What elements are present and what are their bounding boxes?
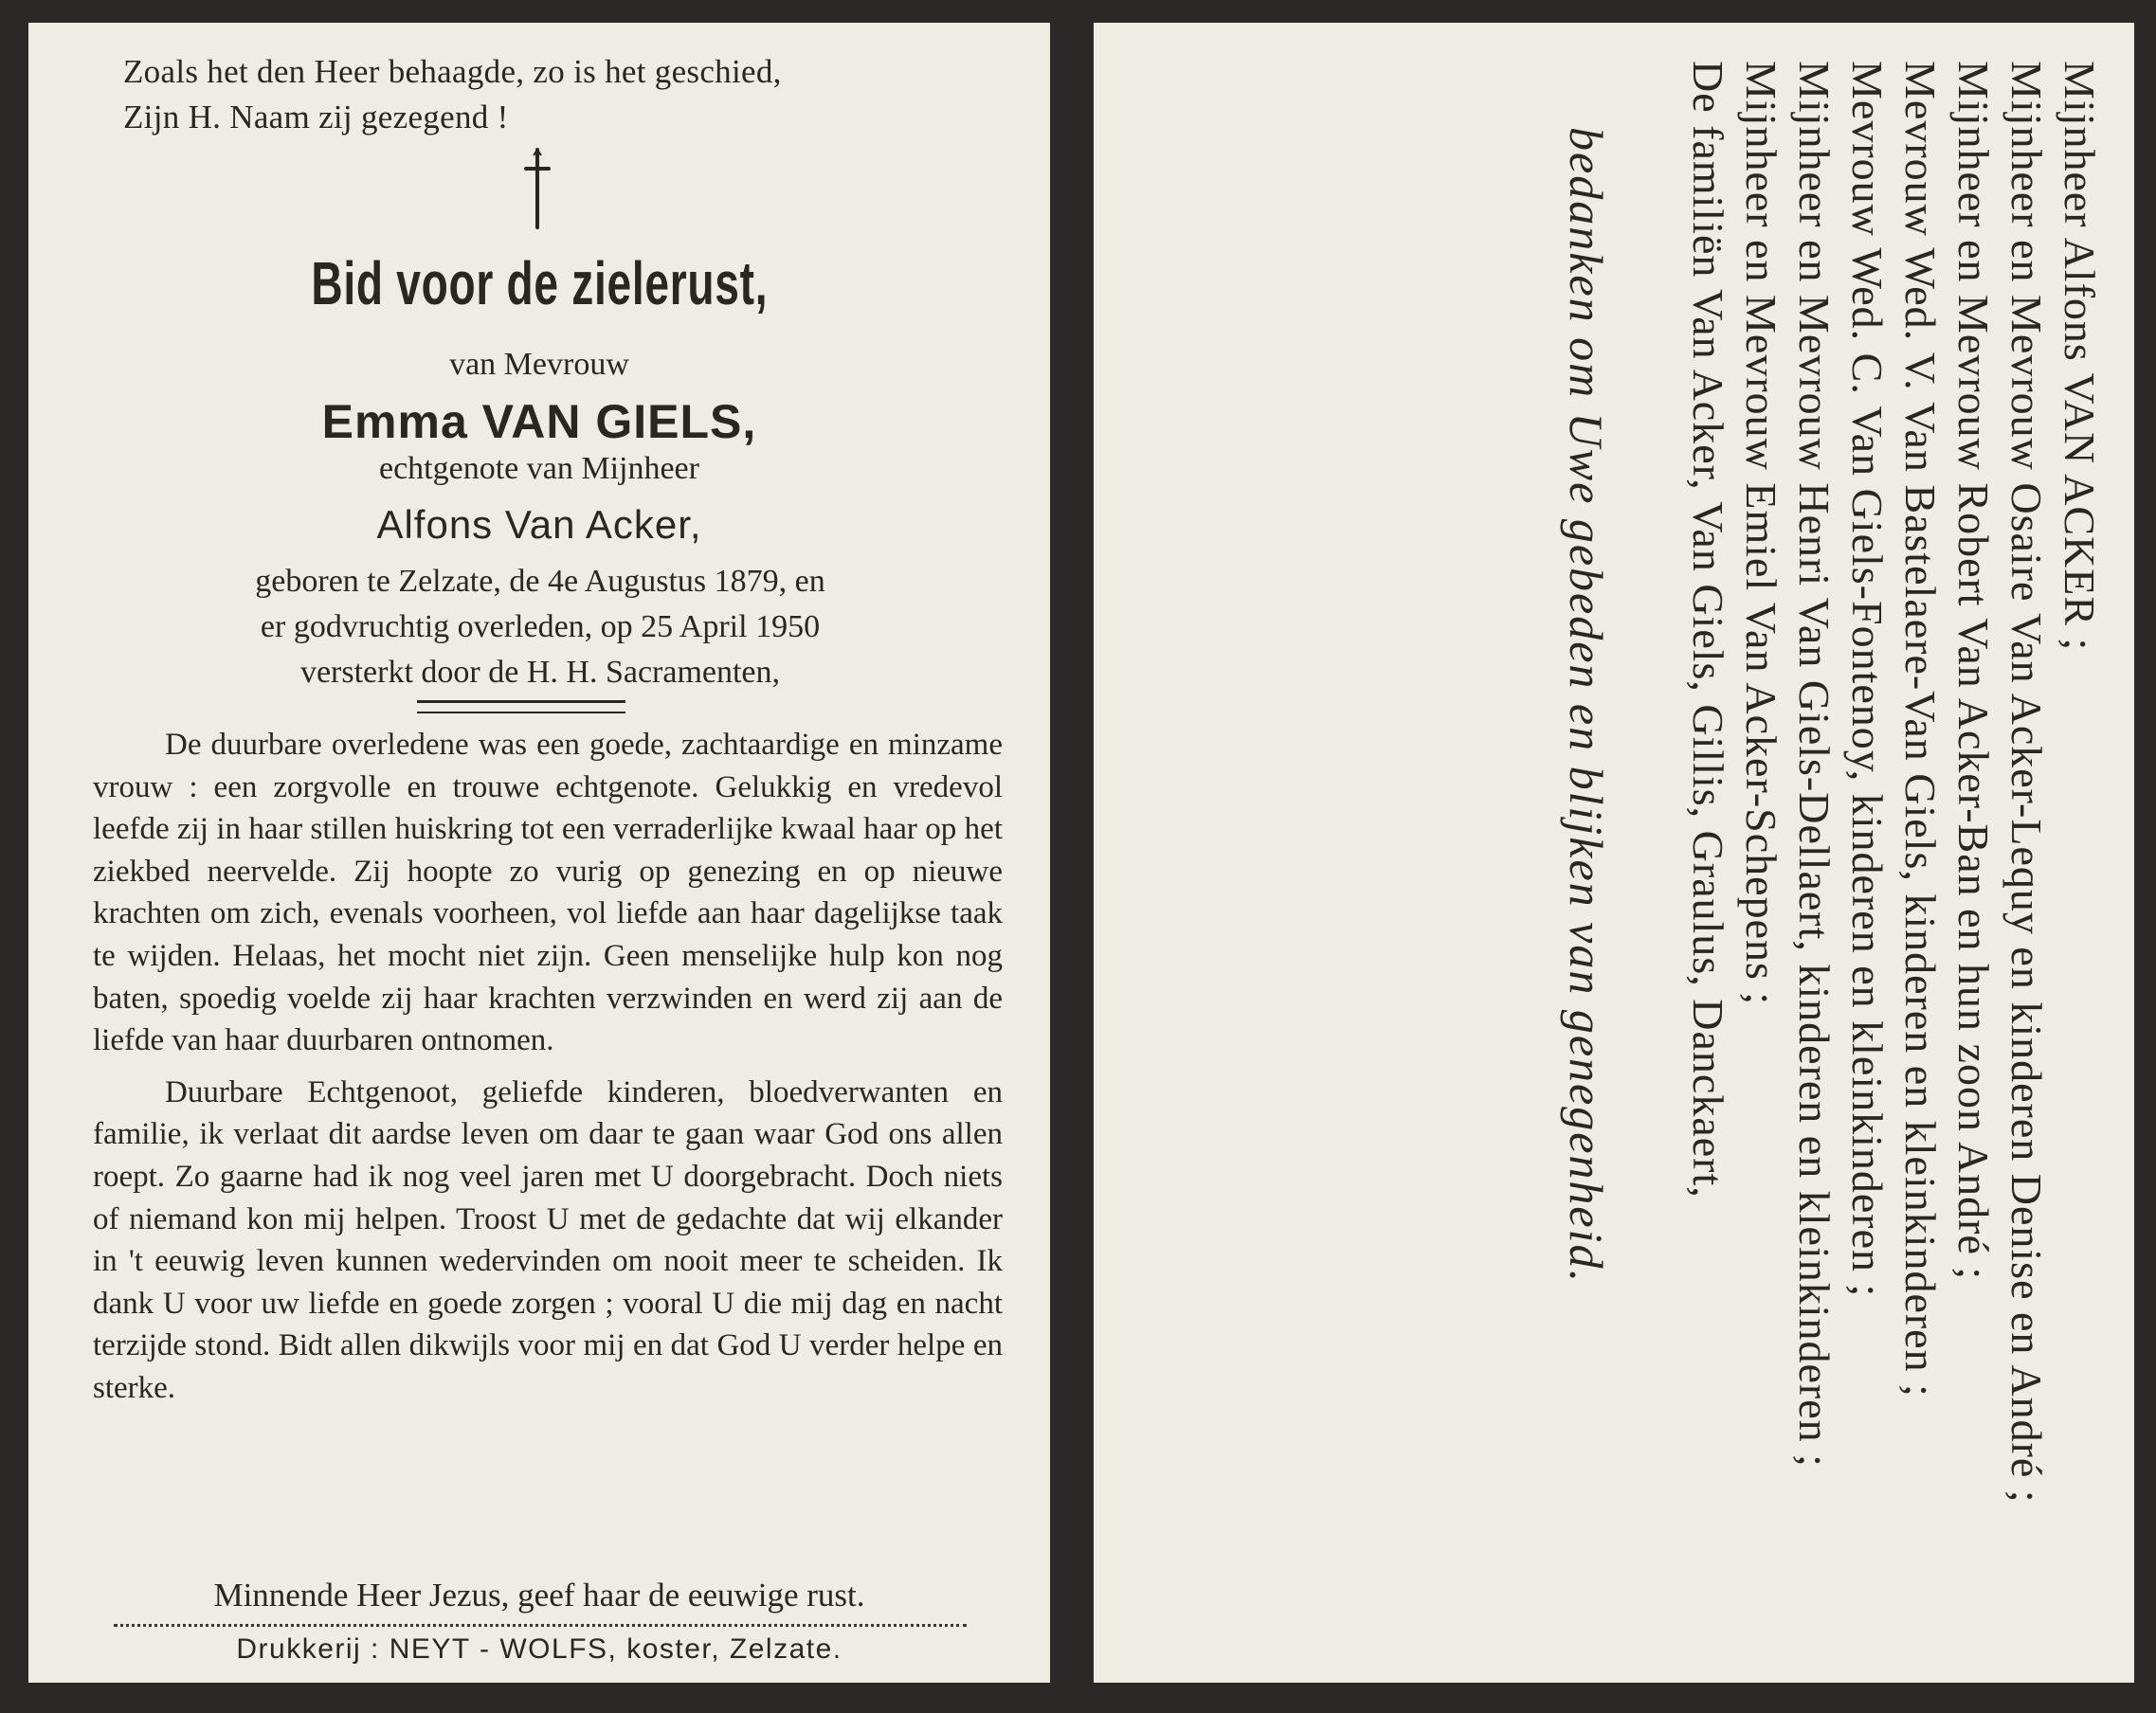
heading: Bid voor de zielerust, — [311, 249, 769, 317]
deceased-name: Emma VAN GIELS, — [321, 395, 757, 448]
printer-credit: Drukkerij : NEYT - WOLFS, koster, Zelzate. — [236, 1633, 842, 1665]
right-page — [1094, 23, 2134, 1683]
prayer: Minnende Heer Jezus, geef haar de eeuwige rust. — [213, 1577, 865, 1614]
title-line: van Mevrouw — [449, 347, 629, 382]
epigraph-line-2: Zijn H. Naam zij gezegend ! — [123, 99, 509, 135]
epigraph-line-1: Zoals het den Heer behaagde, zo is het geschied, — [123, 53, 782, 90]
divider — [417, 700, 625, 713]
family-line-7: Mijnheer en Mevrouw Emiel Van Acker-Schepens ; — [1737, 61, 1785, 1006]
spouse-intro: echtgenote van Mijnheer — [379, 451, 699, 486]
cross-icon — [523, 148, 552, 229]
dotted-divider — [114, 1624, 967, 1627]
dates-line-1: geboren te Zelzate, de 4e Augustus 1879, en — [255, 564, 825, 599]
body-text — [93, 724, 1003, 1410]
rotated-text-block — [1558, 61, 2106, 1671]
family-line-5: Mevrouw Wed. C. Van Giels-Fontenoy, kinderen en kleinkinderen ; — [1843, 61, 1892, 1298]
closing-line: bedanken om Uwe gebeden en blijken van genegenheid. — [1560, 127, 1613, 1285]
family-line-2: Mijnheer en Mevrouw Osaire Van Acker-Lequy en kinderen Denise en André ; — [2002, 61, 2051, 1504]
family-line-1: Mijnheer Alfons VAN ACKER ; — [2056, 61, 2104, 652]
family-line-4: Mevrouw Wed. V. Van Bastelaere-Van Giels, kinderen en kleinkinderen ; — [1896, 61, 1945, 1397]
family-line-6: Mijnheer en Mevrouw Henri Van Giels-Dellaert, kinderen en kleinkinderen ; — [1790, 61, 1839, 1468]
paragraph-2: Duurbare Echtgenoot, geliefde kinderen, bloedverwanten en familie, ik verlaat dit aardse leven om daar te gaan waar God ons allen roept. Zo gaarne had ik nog veel jaren met U doorgebracht. Doch niets of niemand kon mij helpen. Troost U met de gedachte dat wij elkander in 't eeuwig leven kunnen wedervinden om nooit meer te scheiden. Ik dank U voor uw liefde en goede zorgen ; vooral U die mij dag en nacht terzijde stond. Bidt allen dikwijls voor mij en dat God U verder helpe en sterke. — [93, 1074, 1003, 1405]
paragraph-1: De duurbare overledene was een goede, zachtaardige en minzame vrouw : een zorgvolle en trouwe echtgenote. Gelukkig en vredevol leefde zij in haar stillen huiskring tot een verraderlijke kwaal haar op het ziekbed neervelde. Zij hoopte zo vurig op genezing en op nieuwe krachten om zich, evenals voorheen, vol liefde aan haar dagelijkse taak te wijden. Helaas, het mocht niet zijn. Geen menselijke hulp kon nog baten, spoedig voelde zij haar krachten verzwinden en werd zij aan de liefde van haar duurbaren ontnomen. — [93, 728, 1003, 1058]
family-line-8: De familiën Van Acker, Van Giels, Gillis, Graulus, Danckaert, — [1684, 61, 1732, 1199]
left-page — [28, 23, 1050, 1683]
dates-block — [123, 559, 957, 695]
spouse-name: Alfons Van Acker, — [376, 502, 702, 547]
epigraph — [123, 49, 782, 140]
dates-line-2: er godvruchtig overleden, op 25 April 1950 — [260, 609, 821, 644]
dates-line-3: versterkt door de H. H. Sacramenten, — [299, 655, 781, 690]
family-line-3: Mijnheer en Mevrouw Robert Van Acker-Ban en hun zoon André ; — [1949, 61, 1998, 1281]
